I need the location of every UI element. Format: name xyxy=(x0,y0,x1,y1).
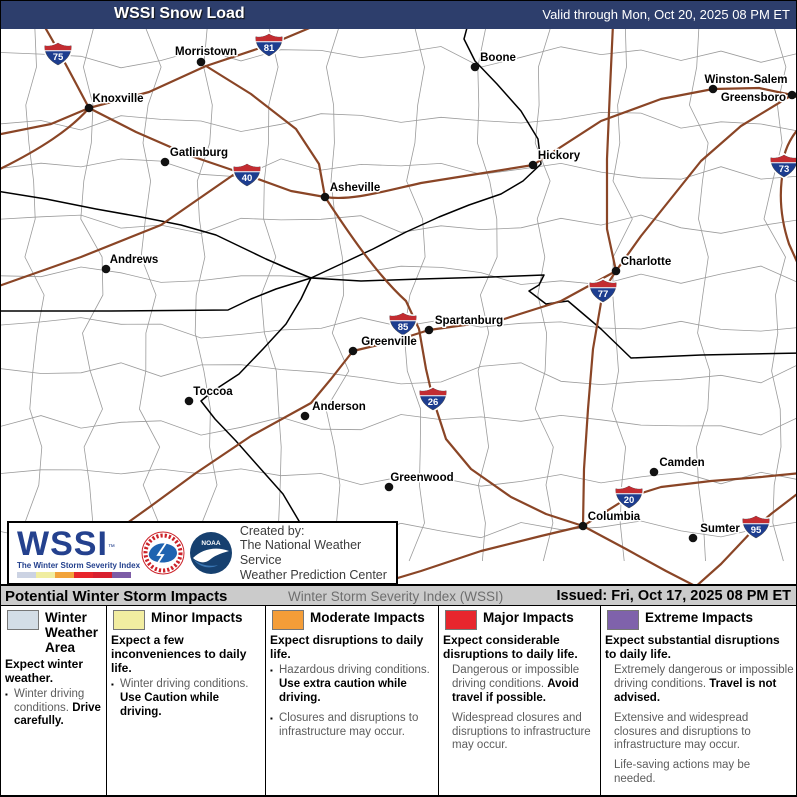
legend-item-text xyxy=(452,712,596,753)
shield-number: 81 xyxy=(263,43,275,54)
city-dot xyxy=(471,63,480,72)
wssi-severity-colorbar xyxy=(17,572,131,578)
city-label: Camden xyxy=(659,457,705,469)
legend-swatch-major-impacts xyxy=(445,610,477,630)
condition-text: Hazardous driving conditions. xyxy=(279,664,430,677)
legend-swatch-moderate-impacts xyxy=(272,610,304,630)
city-label: Andrews xyxy=(109,254,159,266)
city-dot xyxy=(349,347,358,356)
shield-number: 40 xyxy=(241,173,253,184)
legend-item-text xyxy=(279,664,434,705)
legend-column-header xyxy=(270,609,434,632)
road-path xyxy=(325,197,583,526)
noaa-logo-icon xyxy=(189,531,233,575)
city-label: Boone xyxy=(480,52,516,64)
legend-title: Moderate Impacts xyxy=(310,610,425,625)
road-path xyxy=(1,108,89,171)
title-bar xyxy=(1,584,796,606)
legend-item xyxy=(443,712,596,753)
wssi-logo-box xyxy=(7,521,398,585)
agency-emblems xyxy=(140,531,234,575)
road-path xyxy=(693,491,797,584)
legend-item-text xyxy=(120,678,261,719)
legend-lead-text: Expect a few inconveniences to daily life. xyxy=(111,633,247,676)
legend-title: Winter Weather Area xyxy=(45,610,99,655)
city-label: Sumter xyxy=(700,523,740,535)
valid-through-text: Valid through Mon, Oct 20, 2025 08 PM ET xyxy=(542,7,790,22)
legend-lead-text: Expect substantial disruptions to daily life. xyxy=(605,633,780,662)
title-bar-center: Winter Storm Severity Index (WSSI) xyxy=(288,589,504,604)
city-label: Anderson xyxy=(312,401,366,413)
condition-text: Winter driving conditions. xyxy=(14,687,85,714)
header-bar xyxy=(1,1,796,29)
legend-item-text xyxy=(614,712,794,753)
road-path xyxy=(616,95,792,271)
interstate-shield-85 xyxy=(390,313,416,335)
city-label: Greensboro xyxy=(720,92,786,104)
map-area xyxy=(1,29,797,584)
legend-swatch-winter-weather-area xyxy=(7,610,39,630)
city-label: Asheville xyxy=(329,182,381,194)
legend-swatch-extreme-impacts xyxy=(607,610,639,630)
city-label: Morristown xyxy=(175,46,237,58)
impact-legend xyxy=(1,606,797,797)
state-borders xyxy=(1,29,797,584)
city-dot xyxy=(321,193,330,202)
trademark-symbol: ™ xyxy=(107,543,115,551)
legend-column-moderate-impacts xyxy=(266,606,439,795)
condition-text: Winter driving conditions. xyxy=(120,678,249,691)
city-dot xyxy=(579,522,588,531)
city-dot xyxy=(788,91,797,100)
shield-number: 73 xyxy=(778,164,790,175)
road-path xyxy=(778,129,797,264)
legend-item xyxy=(605,712,794,753)
page-title: WSSI Snow Load xyxy=(114,5,245,22)
shield-number: 75 xyxy=(52,52,64,63)
legend-title: Extreme Impacts xyxy=(645,610,754,625)
legend-column-header xyxy=(605,609,794,632)
legend-lead-text: Expect winter weather. xyxy=(5,656,84,685)
interstate-shield-26 xyxy=(420,388,446,410)
action-text: Avoid travel if possible. xyxy=(452,678,579,704)
wssi-logo-subtitle: The Winter Storm Severity Index xyxy=(17,560,141,570)
legend-column-minor-impacts xyxy=(107,606,266,795)
city-label: Hickory xyxy=(537,150,581,162)
city-dot xyxy=(185,397,194,406)
bullet-marker: ▪ xyxy=(5,689,8,699)
road-path xyxy=(583,526,701,584)
city-dot xyxy=(612,267,621,276)
city-dot xyxy=(529,161,538,170)
indent xyxy=(605,759,614,787)
interstate-shield-75 xyxy=(45,43,71,65)
city-dot xyxy=(650,468,659,477)
issued-text: Issued: Fri, Oct 17, 2025 08 PM ET xyxy=(556,588,791,604)
interstate-shield-40 xyxy=(234,164,260,186)
indent xyxy=(443,712,452,753)
colorbar-segment xyxy=(93,572,112,578)
legend-title: Major Impacts xyxy=(483,610,574,625)
legend-item xyxy=(443,664,596,705)
indent xyxy=(443,664,452,705)
condition-text: Extensive and widespread closures and disruptions to infrastructure may occur. xyxy=(614,711,751,752)
bullet-marker: ▪ xyxy=(270,713,273,723)
interstate-shield-95 xyxy=(743,516,769,538)
city-dot xyxy=(197,58,206,67)
title-bar-left: Potential Winter Storm Impacts xyxy=(5,588,228,605)
colorbar-segment xyxy=(112,572,131,578)
legend-item xyxy=(5,688,102,729)
colorbar-segment xyxy=(55,572,74,578)
legend-item xyxy=(270,712,434,740)
shield-number: 77 xyxy=(597,289,609,300)
shield-number: 20 xyxy=(623,495,635,506)
condition-text: Life-saving actions may be needed. xyxy=(614,759,751,785)
condition-text: Closures and disruptions to infrastructure may occur. xyxy=(279,711,419,738)
city-label: Gatlinburg xyxy=(169,147,229,159)
legend-column-winter-weather-area xyxy=(1,606,107,795)
colorbar-segment xyxy=(74,572,93,578)
city-label: Greenville xyxy=(361,336,417,348)
road-path xyxy=(206,66,325,197)
legend-lead-text: Expect disruptions to daily life. xyxy=(270,633,424,662)
shield-number: 85 xyxy=(397,322,409,333)
legend-item-text xyxy=(614,664,794,705)
city-label: Charlotte xyxy=(620,256,672,268)
legend-item-text xyxy=(452,664,596,705)
action-text: Use extra caution while driving. xyxy=(279,678,407,704)
highways xyxy=(1,29,797,584)
legend-item xyxy=(270,664,434,705)
created-by-line1: The National Weather Service xyxy=(239,538,362,567)
legend-item xyxy=(605,759,794,787)
weather-map xyxy=(1,29,797,584)
noaa-logo-text: NOAA xyxy=(201,540,221,547)
legend-column-extreme-impacts xyxy=(601,606,797,795)
condition-text: Extremely dangerous or impossible driving conditions. xyxy=(614,664,794,691)
bullet-marker: ▪ xyxy=(270,666,273,676)
colorbar-segment xyxy=(36,572,55,578)
shield-number: 95 xyxy=(750,525,762,536)
interstate-shield-81 xyxy=(256,34,282,56)
shield-number: 26 xyxy=(427,397,439,408)
legend-column-header xyxy=(5,609,102,656)
city-label: Knoxville xyxy=(92,93,144,105)
city-label: Winston-Salem xyxy=(704,74,788,86)
city-dot xyxy=(425,326,434,335)
wssi-logo xyxy=(9,524,141,578)
legend-item xyxy=(605,664,794,705)
created-by-block xyxy=(234,524,396,583)
legend-item xyxy=(111,678,261,719)
indent xyxy=(605,664,614,705)
colorbar-segment xyxy=(17,572,36,578)
interstate-shield-20 xyxy=(616,486,642,508)
state-border-path xyxy=(1,29,541,278)
created-by-label: Created by: xyxy=(239,523,305,538)
indent xyxy=(605,712,614,753)
road-path xyxy=(43,29,89,108)
legend-title: Minor Impacts xyxy=(151,610,243,625)
city-label: Toccoa xyxy=(193,386,233,398)
condition-text: Dangerous or impossible driving conditions. xyxy=(452,664,580,691)
legend-column-header xyxy=(111,609,261,632)
nws-logo-icon xyxy=(141,531,185,575)
legend-column-major-impacts xyxy=(439,606,601,795)
interstate-shield-77 xyxy=(590,280,616,302)
bullet-marker: ▪ xyxy=(111,680,114,690)
legend-item-text xyxy=(279,712,434,740)
city-dot xyxy=(301,412,310,421)
legend-item-text xyxy=(614,759,794,787)
city-dot xyxy=(161,158,170,167)
action-text: Use Caution while driving. xyxy=(120,692,220,719)
city-label: Columbia xyxy=(587,511,641,523)
city-label: Greenwood xyxy=(390,472,454,484)
city-dot xyxy=(689,534,698,543)
road-path xyxy=(583,29,616,526)
wssi-logo-text: WSSI xyxy=(17,524,108,563)
legend-swatch-minor-impacts xyxy=(113,610,145,630)
action-text: Drive carefully. xyxy=(14,701,101,728)
condition-text: Widespread closures and disruptions to infrastructure may occur. xyxy=(452,711,591,752)
legend-lead-text: Expect considerable disruptions to daily life. xyxy=(443,633,578,662)
action-text: Travel is not advised. xyxy=(614,678,777,704)
created-by-line2: Weather Prediction Center xyxy=(239,567,387,582)
legend-item-text xyxy=(14,688,102,729)
legend-column-header xyxy=(443,609,596,632)
city-label: Spartanburg xyxy=(434,315,504,327)
